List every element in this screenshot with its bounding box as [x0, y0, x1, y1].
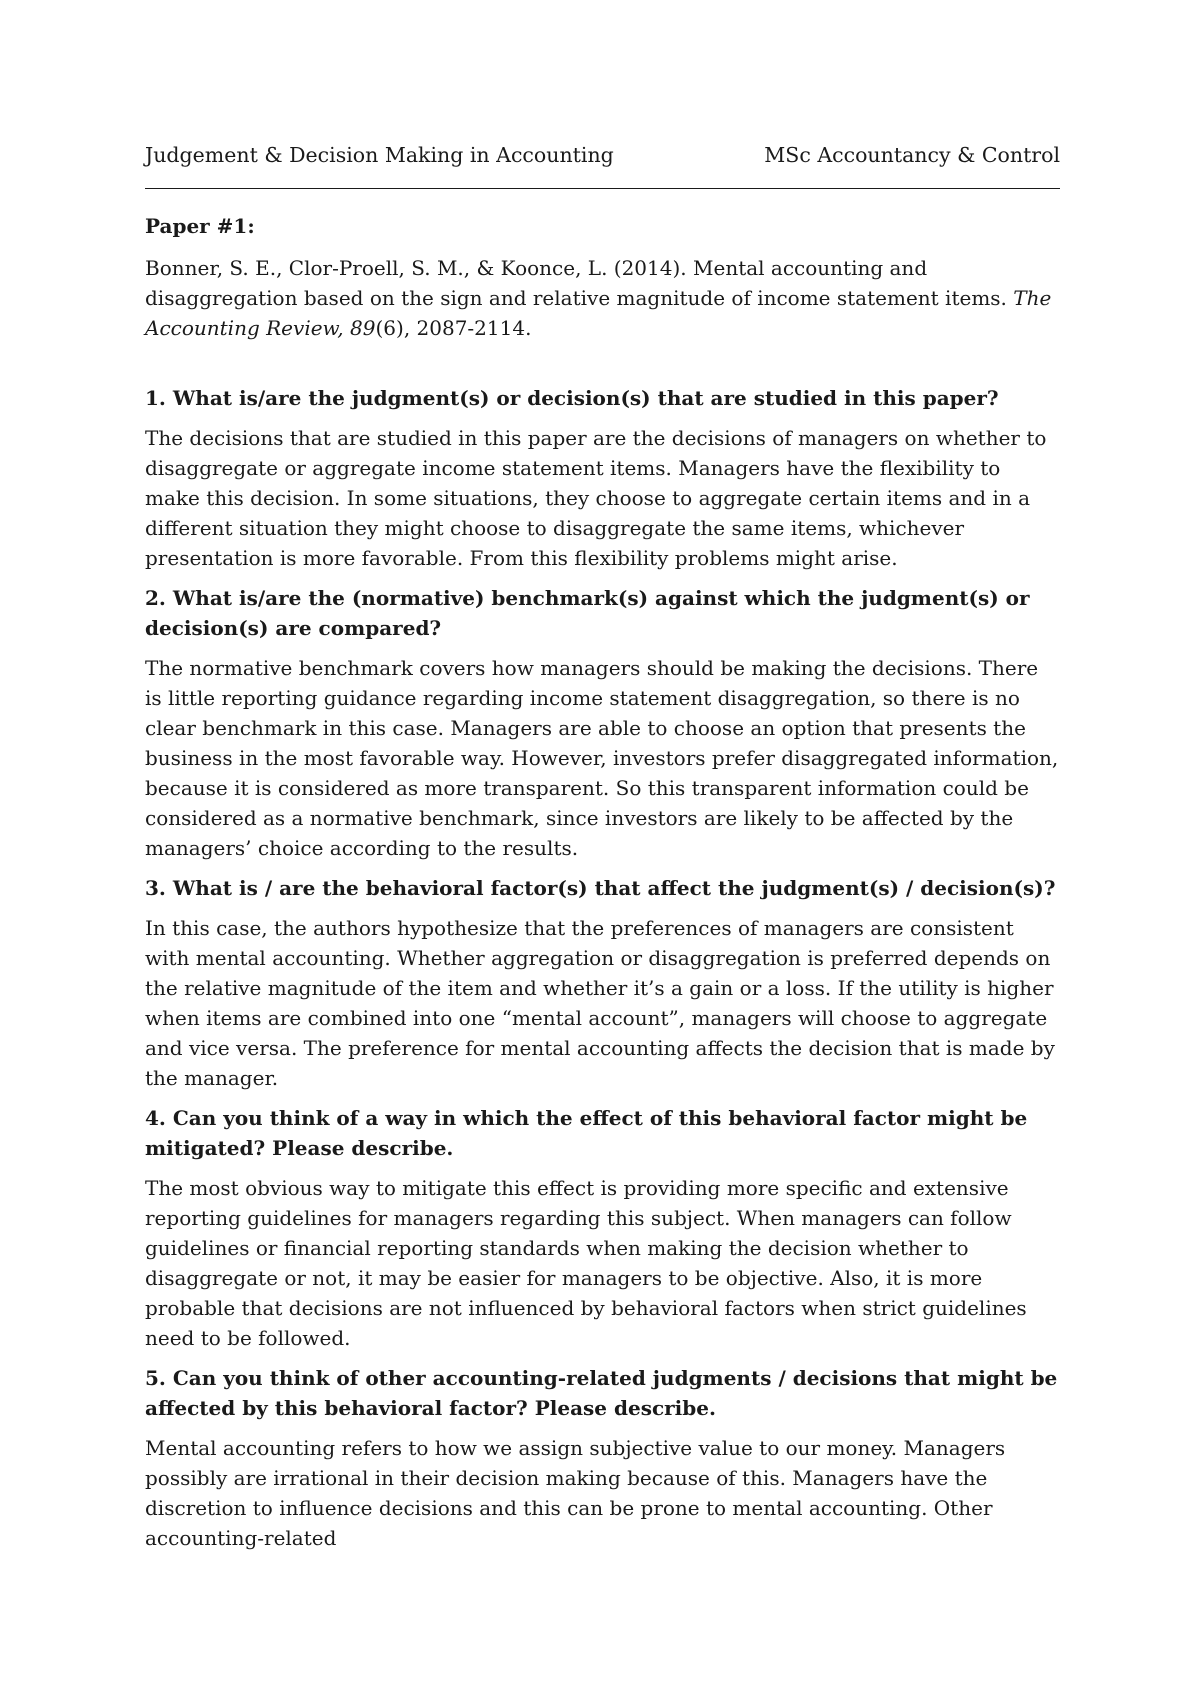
reference-journal: The Accounting Review, 89 [145, 286, 1052, 340]
reference-authors: Bonner, S. E., Clor-Proell, S. M., & Koonce, L. (2014). Mental accounting and disaggregation based on the sign and relative magnitude of income statement items. [145, 256, 1014, 310]
answer-1: The decisions that are studied in this paper are the decisions of managers on whether to disaggregate or aggregate income statement items. Managers have the flexibility to make this decision. In some situations, they choose to aggregate certain items and in a different situation they might choose to disaggregate the same items, whichever presentation is more favorable. From this flexibility problems might arise. [145, 426, 1047, 570]
reference-citation [145, 253, 1060, 343]
reference-pages: , 2087-2114. [403, 316, 532, 340]
reference-issue: (6) [375, 316, 404, 340]
qa-list [145, 383, 1060, 1553]
qa-item-2 [145, 583, 1060, 863]
program-title: MSc Accountancy & Control [764, 143, 1060, 167]
question-4: 4. Can you think of a way in which the effect of this behavioral factor might be mitigated? Please describe. [145, 1106, 1028, 1160]
qa-item-5 [145, 1363, 1060, 1553]
course-title: Judgement & Decision Making in Accounting [145, 143, 614, 167]
document-page [145, 140, 1060, 1563]
qa-item-3 [145, 873, 1060, 1093]
question-2: 2. What is/are the (normative) benchmark(s) against which the judgment(s) or decision(s) are compared? [145, 586, 1030, 640]
question-1: 1. What is/are the judgment(s) or decision(s) that are studied in this paper? [145, 386, 999, 410]
answer-4: The most obvious way to mitigate this effect is providing more specific and extensive reporting guidelines for managers regarding this subject. When managers can follow guidelines or financial reporting standards when making the decision whether to disaggregate or not, it may be easier for managers to be objective. Also, it is more probable that decisions are not influenced by behavioral factors when strict guidelines need to be followed. [145, 1176, 1027, 1350]
answer-5: Mental accounting refers to how we assign subjective value to our money. Managers possibly are irrational in their decision making because of this. Managers have the discretion to influence decisions and this can be prone to mental accounting. Other accounting-related [145, 1436, 1006, 1550]
question-3: 3. What is / are the behavioral factor(s) that affect the judgment(s) / decision(s)? [145, 876, 1056, 900]
answer-2: The normative benchmark covers how managers should be making the decisions. There is little reporting guidance regarding income statement disaggregation, so there is no clear benchmark in this case. Managers are able to choose an option that presents the business in the most favorable way. However, investors prefer disaggregated information, because it is considered as more transparent. So this transparent information could be considered as a normative benchmark, since investors are likely to be affected by the managers’ choice according to the results. [145, 656, 1059, 860]
qa-item-4 [145, 1103, 1060, 1353]
page-header [145, 140, 1060, 189]
qa-item-1 [145, 383, 1060, 573]
answer-3: In this case, the authors hypothesize that the preferences of managers are consistent with mental accounting. Whether aggregation or disaggregation is preferred depends on the relative magnitude of the item and whether it’s a gain or a loss. If the utility is higher when items are combined into one “mental account”, managers will choose to aggregate and vice versa. The preference for mental accounting affects the decision that is made by the manager. [145, 916, 1055, 1090]
paper-label: Paper #1: [145, 214, 255, 238]
question-5: 5. Can you think of other accounting-related judgments / decisions that might be affected by this behavioral factor? Please describe. [145, 1366, 1058, 1420]
